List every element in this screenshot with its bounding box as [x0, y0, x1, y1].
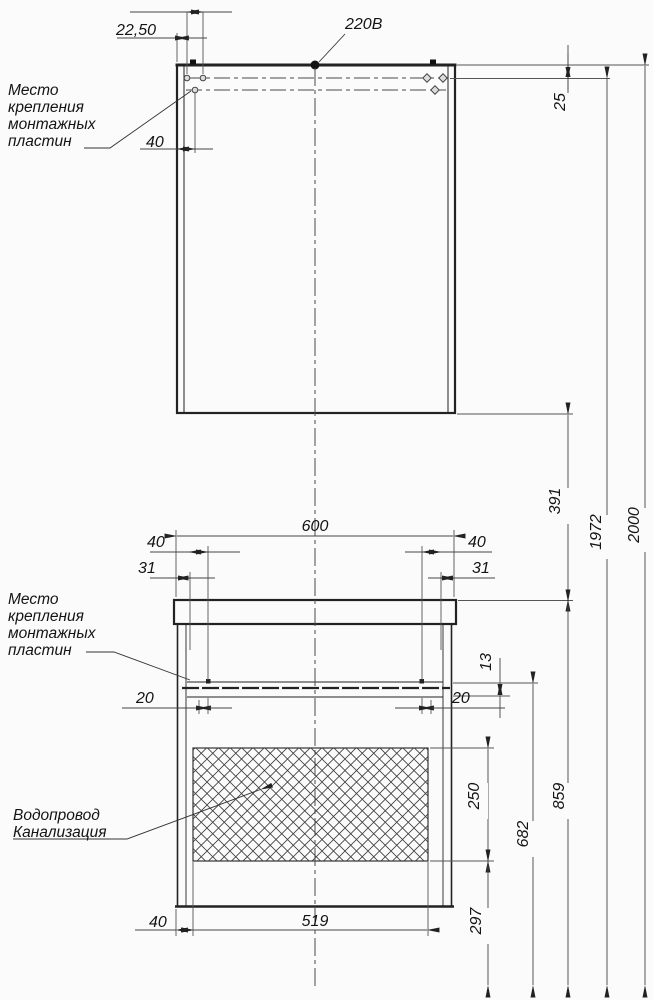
dim-label-1972: 1972 — [588, 514, 605, 550]
leader-power-outlet — [319, 34, 345, 62]
dim-label-backgrounds — [468, 93, 651, 944]
mounting-label-vanity-line3: монтажных — [8, 625, 96, 642]
dim-label-left-40: 40 — [147, 534, 165, 551]
dim-label-519: 519 — [301, 913, 329, 930]
leader-lines — [13, 34, 345, 839]
dim-label-right-20: 20 — [452, 690, 470, 707]
mounting-label-top-line1: Место — [8, 82, 59, 99]
mounting-label-top-line4: пластин — [8, 133, 72, 150]
dim-label-600: 600 — [301, 518, 329, 535]
dim-label-bottom-40: 40 — [149, 914, 167, 931]
mirror-cabinet — [176, 60, 457, 414]
dim-label-297: 297 — [468, 907, 485, 935]
plumbing-zone-hatch — [193, 748, 428, 861]
plumbing-label-line2: Канализация — [13, 824, 107, 841]
dim-label-859: 859 — [551, 782, 568, 810]
plumbing-label-line1: Водопровод — [13, 807, 100, 824]
dim-label-left-20: 20 — [136, 690, 154, 707]
dim-label-left-31: 31 — [138, 560, 156, 577]
mounting-label-vanity-line1: Место — [8, 591, 59, 608]
dim-label-682: 682 — [515, 820, 532, 848]
mirror-plate-hole-right-3 — [431, 86, 439, 94]
mirror-plate-hole-left-2 — [200, 75, 206, 81]
dim-label-13: 13 — [478, 653, 495, 671]
mirror-plate-hole-right-2 — [439, 74, 447, 82]
dim-label-right-31: 31 — [472, 560, 490, 577]
mounting-label-vanity-line4: пластин — [8, 642, 72, 659]
dim-label-391: 391 — [547, 487, 564, 515]
mounting-label-top-line2: крепления — [8, 99, 84, 116]
mirror-fixing-mark-left — [190, 60, 196, 65]
mounting-label-top-line3: монтажных — [8, 116, 96, 133]
mirror-fixing-mark-right — [430, 60, 436, 65]
leader-mounting-vanity — [86, 652, 190, 680]
mirror-plate-hole-left-3 — [192, 87, 198, 93]
leader-mounting-top — [84, 91, 191, 148]
dim-label-mirror-40: 40 — [146, 134, 164, 151]
mirror-plate-hole-left-1 — [184, 75, 190, 81]
mirror-cabinet-outline — [177, 65, 455, 413]
dim-label-250: 250 — [466, 782, 483, 810]
dim-label-right-40: 40 — [468, 534, 486, 551]
dim-label-22-50: 22,50 — [116, 22, 157, 39]
dim-label-2000: 2000 — [626, 507, 643, 543]
power-label-220v: 220В — [345, 16, 383, 33]
dim-label-25: 25 — [552, 93, 569, 111]
mirror-plate-hole-right-1 — [423, 74, 431, 82]
mounting-label-vanity-line2: крепления — [8, 608, 84, 625]
